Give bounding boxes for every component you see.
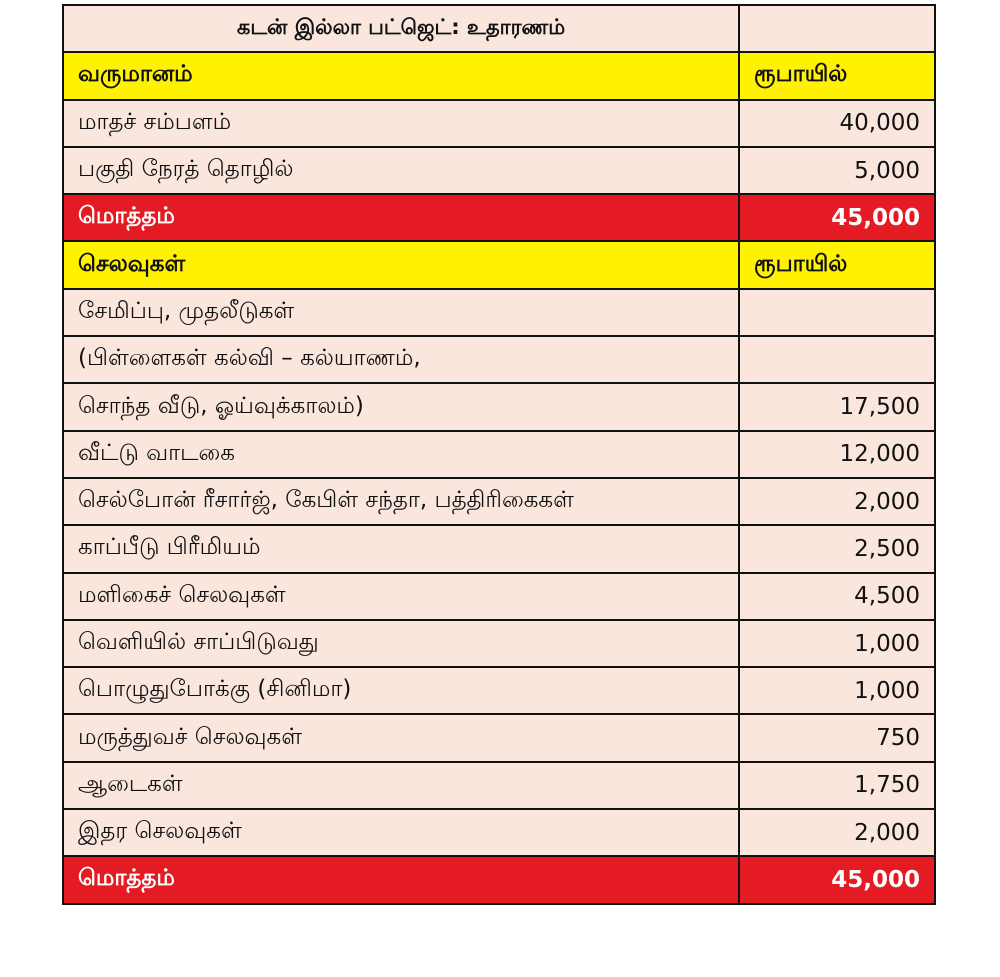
table-row xyxy=(63,573,935,620)
income-total-value: 45,000 xyxy=(739,194,935,241)
expenses-header-row xyxy=(63,241,935,288)
expenses-header-unit: ரூபாயில் xyxy=(739,241,935,288)
income-header-label: வருமானம் xyxy=(63,52,739,99)
budget-table xyxy=(62,4,936,905)
expense-item-value xyxy=(739,336,935,383)
expense-item-label: (பிள்ளைகள் கல்வி – கல்யாணம், xyxy=(63,336,739,383)
income-total-label: மொத்தம் xyxy=(63,194,739,241)
title-empty-cell xyxy=(739,5,935,52)
expense-item-value: 2,000 xyxy=(739,809,935,856)
table-row xyxy=(63,431,935,478)
income-item-value: 5,000 xyxy=(739,147,935,194)
table-title: கடன் இல்லா பட்ஜெட்: உதாரணம் xyxy=(63,5,739,52)
expense-item-value: 12,000 xyxy=(739,431,935,478)
income-total-row xyxy=(63,194,935,241)
expense-item-label: மளிகைச் செலவுகள் xyxy=(63,573,739,620)
expense-item-label: வீட்டு வாடகை xyxy=(63,431,739,478)
table-row xyxy=(63,667,935,714)
table-row xyxy=(63,478,935,525)
expense-item-label: செல்போன் ரீசார்ஜ், கேபிள் சந்தா, பத்திரிகைகள் xyxy=(63,478,739,525)
expense-item-label: மருத்துவச் செலவுகள் xyxy=(63,714,739,761)
income-header-unit: ரூபாயில் xyxy=(739,52,935,99)
table-row xyxy=(63,383,935,430)
table-row xyxy=(63,336,935,383)
expense-item-value: 750 xyxy=(739,714,935,761)
expense-item-value: 1,750 xyxy=(739,762,935,809)
expenses-total-value: 45,000 xyxy=(739,856,935,903)
expense-item-label: சொந்த வீடு, ஓய்வுக்காலம்) xyxy=(63,383,739,430)
table-row xyxy=(63,289,935,336)
expense-item-value: 2,000 xyxy=(739,478,935,525)
expense-item-label: ஆடைகள் xyxy=(63,762,739,809)
income-header-row xyxy=(63,52,935,99)
expenses-total-row xyxy=(63,856,935,903)
table-row xyxy=(63,100,935,147)
expense-item-label: வெளியில் சாப்பிடுவது xyxy=(63,620,739,667)
expenses-total-label: மொத்தம் xyxy=(63,856,739,903)
expense-item-label: காப்பீடு பிரீமியம் xyxy=(63,525,739,572)
table-row xyxy=(63,809,935,856)
table-row xyxy=(63,762,935,809)
income-item-value: 40,000 xyxy=(739,100,935,147)
expense-item-value: 2,500 xyxy=(739,525,935,572)
expense-item-label: பொழுதுபோக்கு (சினிமா) xyxy=(63,667,739,714)
title-row xyxy=(63,5,935,52)
table-row xyxy=(63,147,935,194)
expense-item-value xyxy=(739,289,935,336)
expense-item-value: 1,000 xyxy=(739,620,935,667)
expense-item-label: சேமிப்பு, முதலீடுகள் xyxy=(63,289,739,336)
expense-item-label: இதர செலவுகள் xyxy=(63,809,739,856)
income-item-label: பகுதி நேரத் தொழில் xyxy=(63,147,739,194)
expense-item-value: 4,500 xyxy=(739,573,935,620)
expenses-header-label: செலவுகள் xyxy=(63,241,739,288)
table-row xyxy=(63,714,935,761)
expense-item-value: 17,500 xyxy=(739,383,935,430)
table-row xyxy=(63,525,935,572)
table-row xyxy=(63,620,935,667)
income-item-label: மாதச் சம்பளம் xyxy=(63,100,739,147)
expense-item-value: 1,000 xyxy=(739,667,935,714)
